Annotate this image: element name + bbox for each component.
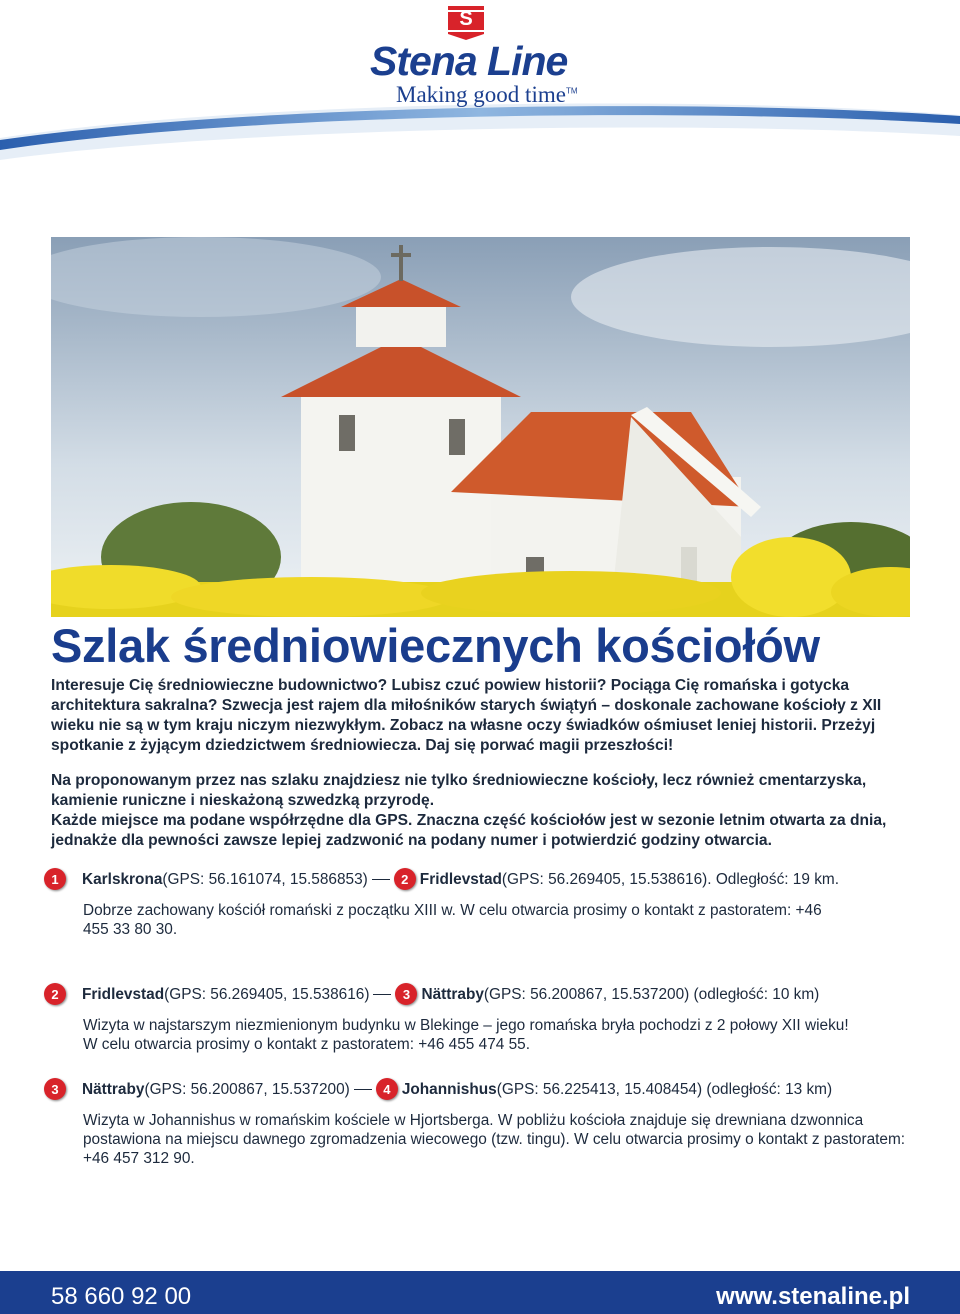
tagline-text: Making good time [396, 82, 566, 107]
brand-name: Stena Line [370, 38, 568, 84]
stop-number-badge: 1 [44, 868, 66, 890]
route-connector-line [373, 994, 391, 995]
brand-tagline [396, 82, 578, 108]
stop-gps: (GPS: 56.200867, 15.537200) (odległość: 10 km) [483, 985, 820, 1003]
details-text-a: Na proponowanym przez nas szlaku znajdziesz nie tylko średniowieczne kościoły, lecz również cmentarzyska, kamienie runiczne i nieskażoną szwedzką przyrodę. [51, 772, 867, 809]
stop-name: Nättraby [82, 1080, 145, 1098]
route-description: Wizyta w najstarszym niezmienionym budynku w Blekinge – jego romańska bryła pochodzi z 2 połowy XII wieku! W celu otwarcia prosimy o kontakt z pastoratem: +46 455 474 55. [83, 1017, 849, 1053]
details-text-b: Każde miejsce ma podane współrzędne dla GPS. Znaczna część kościołów jest w sezonie letnim otwarta za dnia, jednakże dla pewności zawsze lepiej zadzwonić na podany numer i potwierdzić godziny otwarcia. [51, 812, 887, 849]
stop-number-badge: 3 [44, 1078, 66, 1100]
footer-phone[interactable]: 58 660 92 00 [51, 1283, 192, 1310]
stop-name: Johannishus [401, 1080, 497, 1098]
details-paragraph [51, 771, 911, 851]
intro-paragraph: Interesuje Cię średniowieczne budownictwo? Lubisz czuć powiew historii? Pociąga Cię romańska i gotycka architektura sakralna? Szwecja jest rajem dla miłośników starych świątyń – doskonale zachowane kościoły z XII wieku nie są w tym kraju niczym niezwykłym. Zobacz na własne oczy świadków ośmiuset leniej historii. Przeżyj spotkanie z żyjącym dziedzictwem średniowiecza. Daj się porwać magii przeszłości! [51, 677, 882, 754]
stop-gps: (GPS: 56.200867, 15.537200) [144, 1080, 350, 1098]
stop-name: Fridlevstad [82, 985, 165, 1003]
stena-flag-logo-icon [446, 4, 486, 42]
route-segment [44, 1077, 914, 1168]
footer-website-link[interactable]: www.stenaline.pl [716, 1283, 910, 1310]
stop-name: Fridlevstad [419, 870, 502, 888]
footer-bar [0, 1271, 960, 1314]
stop-gps: (GPS: 56.269405, 15.538616). Odległość: 19 km. [501, 870, 839, 888]
route-segment [44, 867, 914, 939]
stop-number-badge: 4 [376, 1078, 398, 1100]
route-description: Wizyta w Johannishus w romańskim kościele w Hjortsberga. W pobliżu kościoła znajduje się drewniana dzwonnica postawiona na miejscu dawnego zgromadzenia wiecowego (tzw. tingu). W celu otwarcia prosimy o kontakt z pastoratem: +46 457 312 90. [83, 1112, 906, 1167]
route-segment [44, 982, 914, 1054]
stop-number-badge: 2 [44, 983, 66, 1005]
stop-name: Nättraby [421, 985, 484, 1003]
route-connector-line [354, 1089, 372, 1090]
stop-name: Karlskrona [82, 870, 163, 888]
stop-number-badge: 2 [394, 868, 416, 890]
church-photo [51, 237, 910, 617]
stop-number-badge: 3 [395, 983, 417, 1005]
stop-gps: (GPS: 56.225413, 15.408454) (odległość: 13 km) [496, 1080, 833, 1098]
route-header [44, 1077, 914, 1101]
trademark: TM [565, 86, 578, 96]
page-title: Szlak średniowiecznych kościołów [51, 619, 820, 672]
stop-gps: (GPS: 56.269405, 15.538616) [164, 985, 370, 1003]
route-description: Dobrze zachowany kościół romański z początku XIII w. W celu otwarcia prosimy o kontakt z pastoratem: +46 455 33 80 30. [83, 902, 822, 938]
flag-letter: S [459, 8, 473, 30]
route-header [44, 982, 914, 1006]
route-connector-line [372, 879, 390, 880]
route-header [44, 867, 914, 891]
stop-gps: (GPS: 56.161074, 15.586853) [162, 870, 368, 888]
